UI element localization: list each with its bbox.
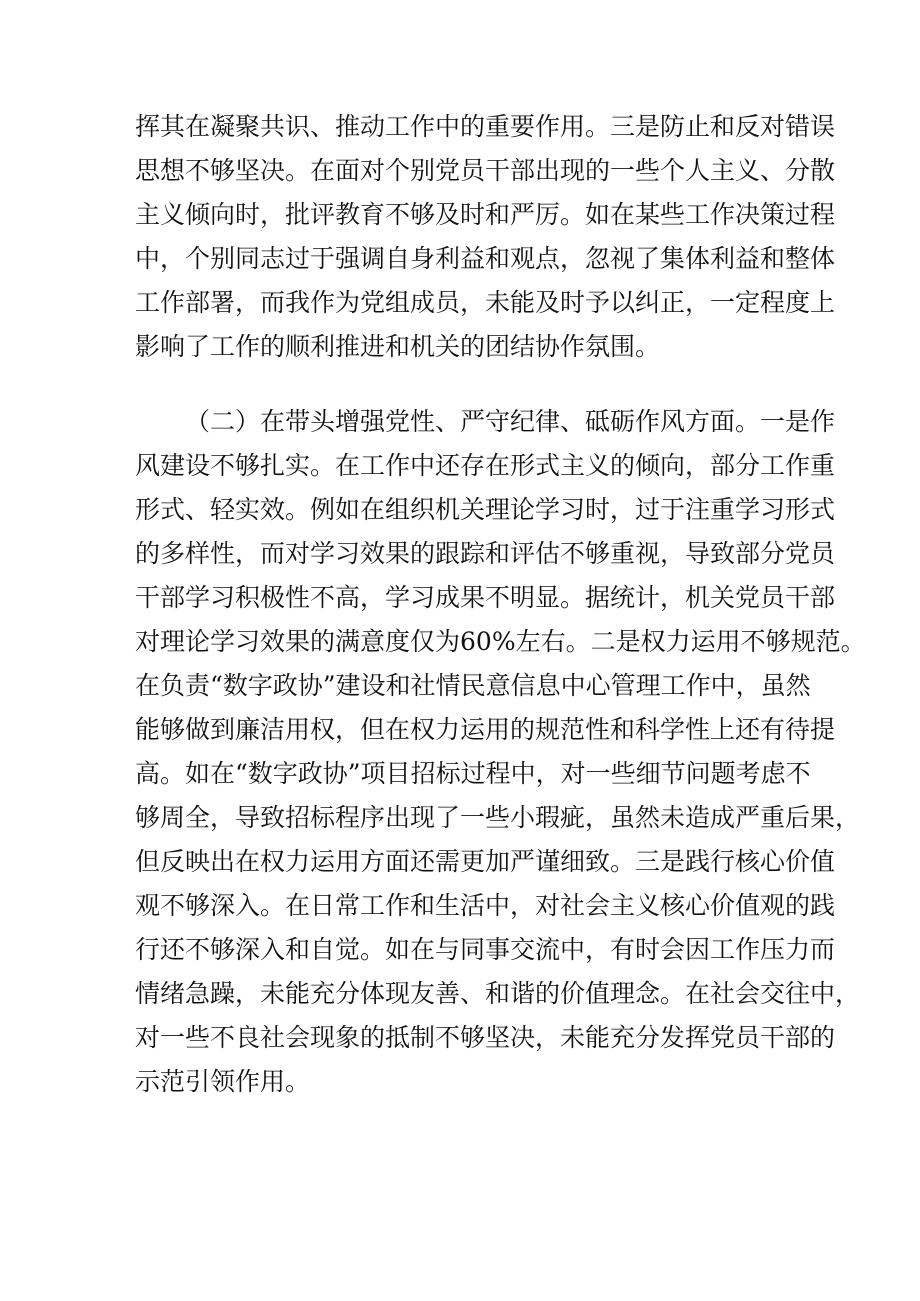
text-line: 行还不够深入和自觉。如在与同事交流中，有时会因工作压力而 [135, 935, 836, 964]
text-line: 主义倾向时，批评教育不够及时和严厉。如在某些工作决策过程 [135, 200, 836, 229]
text-line: 观不够深入。在日常工作和生活中，对社会主义核心价值观的践 [135, 891, 836, 920]
text-line: 形式、轻实效。例如在组织机关理论学习时，过于注重学习形式 [135, 495, 836, 524]
text-line: 中，个别同志过于强调自身利益和观点，忽视了集体利益和整体 [135, 244, 836, 273]
text-line: 干部学习积极性不高，学习成果不明显。据统计，机关党员干部 [135, 583, 836, 612]
text-line: 情绪急躁，未能充分体现友善、和谐的价值理念。在社会交往中， [135, 979, 861, 1008]
text-line: 挥其在凝聚共识、推动工作中的重要作用。三是防止和反对错误 [135, 112, 836, 141]
text-line: 示范引领作用。 [135, 1067, 311, 1096]
text-line: 能够做到廉洁用权，但在权力运用的规范性和科学性上还有待提 [135, 715, 836, 744]
text-line: 工作部署，而我作为党组成员，未能及时予以纠正，一定程度上 [135, 288, 836, 317]
text-line: 风建设不够扎实。在工作中还存在形式主义的倾向，部分工作重 [135, 451, 836, 480]
text-line: 在负责“数字政协”建设和社情民意信息中心管理工作中，虽然 [135, 671, 811, 700]
text-line: 够周全，导致招标程序出现了一些小瑕疵，虽然未造成严重后果， [135, 803, 861, 832]
text-line: 的多样性，而对学习效果的跟踪和评估不够重视，导致部分党员 [135, 539, 836, 568]
text-line: 对一些不良社会现象的抵制不够坚决，未能充分发挥党员干部的 [135, 1023, 836, 1052]
text-line: 高。如在“数字政协”项目招标过程中，对一些细节问题考虑不 [135, 759, 811, 788]
text-line: 影响了工作的顺利推进和机关的团结协作氛围。 [135, 332, 661, 361]
text-line: 对理论学习效果的满意度仅为60%左右。二是权力运用不够规范。 [135, 627, 866, 656]
section-heading-line: （二）在带头增强党性、严守纪律、砥砺作风方面。一是作 [185, 407, 836, 436]
text-line: 但反映出在权力运用方面还需更加严谨细致。三是践行核心价值 [135, 847, 836, 876]
text-line: 思想不够坚决。在面对个别党员干部出现的一些个人主义、分散 [135, 156, 836, 185]
